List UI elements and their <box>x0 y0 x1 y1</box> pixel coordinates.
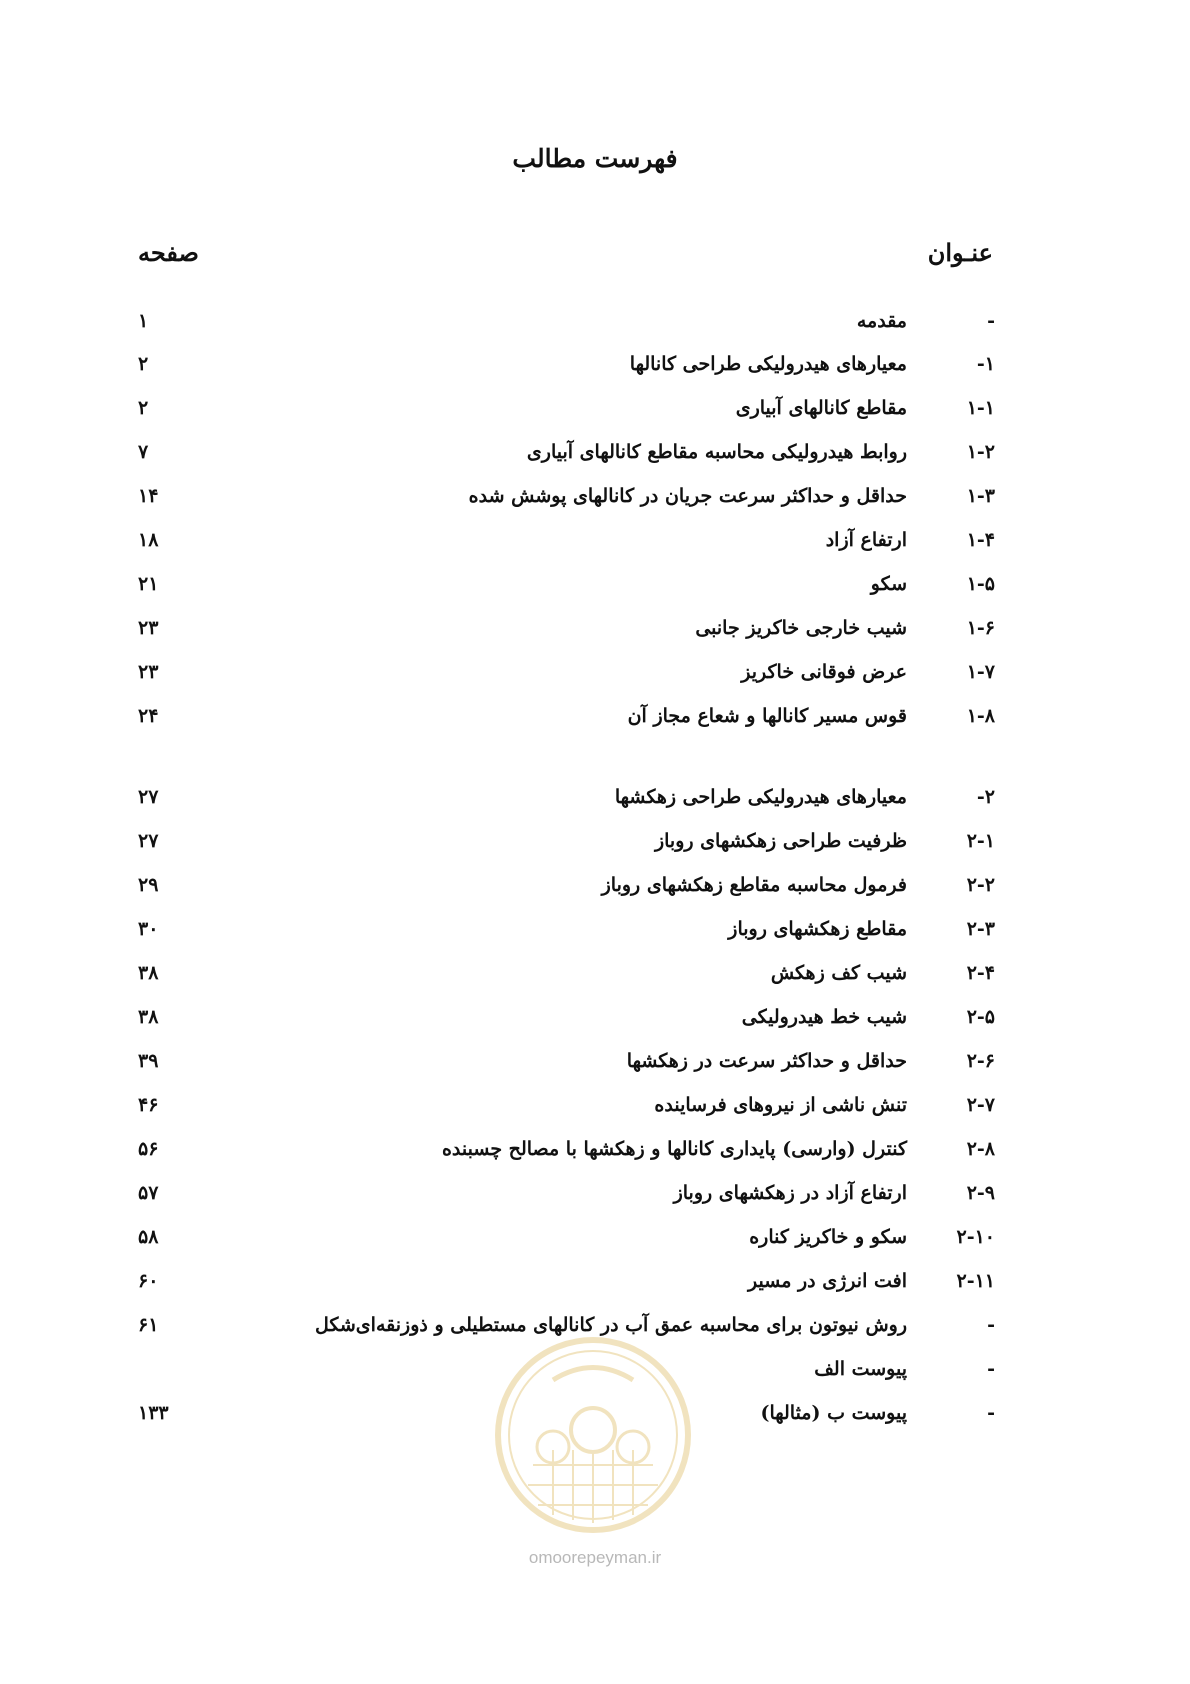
toc-row <box>0 1138 1190 1178</box>
toc-label: تنش ناشی از نیروهای فرساینده <box>654 1094 907 1116</box>
toc-number: ۲-۱۱ <box>956 1270 995 1292</box>
toc-row <box>0 1094 1190 1134</box>
toc-page-number: ۶۱ <box>138 1314 159 1336</box>
toc-number: ۲-۷ <box>966 1094 995 1116</box>
toc-row <box>0 1402 1190 1442</box>
toc-page-number: ۲۳ <box>138 617 159 639</box>
toc-row <box>0 1050 1190 1090</box>
toc-label: پیوست الف <box>814 1358 907 1380</box>
toc-row <box>0 1182 1190 1222</box>
toc-number: - <box>987 310 995 332</box>
toc-page-number: ۲۷ <box>138 830 159 852</box>
toc-page-number: ۱۴ <box>138 485 159 507</box>
toc-row <box>0 617 1190 657</box>
toc-number: ۲-۱۰ <box>956 1226 995 1248</box>
toc-row <box>0 1270 1190 1310</box>
toc-number: ۲-۳ <box>966 918 995 940</box>
toc-page-number: ۱۸ <box>138 529 159 551</box>
toc-number: ۲-۹ <box>966 1182 995 1204</box>
toc-page-number: ۱ <box>138 310 149 332</box>
toc-number: ۱-۶ <box>966 617 995 639</box>
toc-label: ارتفاع آزاد <box>825 529 907 551</box>
toc-row <box>0 1314 1190 1354</box>
toc-number: ۱-۴ <box>966 529 995 551</box>
toc-row <box>0 1006 1190 1046</box>
toc-label: ظرفیت طراحی زهکشهای روباز <box>654 830 907 852</box>
toc-page-number: ۳۸ <box>138 1006 159 1028</box>
toc-number: ۲- <box>976 786 995 808</box>
toc-page-number: ۲۳ <box>138 661 159 683</box>
toc-row <box>0 397 1190 437</box>
toc-label: سکو <box>870 573 907 595</box>
toc-number: ۲-۵ <box>966 1006 995 1028</box>
toc-number: ۲-۱ <box>966 830 995 852</box>
toc-page-number: ۳۹ <box>138 1050 159 1072</box>
toc-page-number: ۷ <box>138 441 149 463</box>
toc-row <box>0 485 1190 525</box>
toc-label: فرمول محاسبه مقاطع زهکشهای روباز <box>601 874 907 896</box>
toc-label: کنترل (وارسی) پایداری کانالها و زهکشها با مصالح چسبنده <box>441 1138 907 1160</box>
toc-label: قوس مسیر کانالها و شعاع مجاز آن <box>627 705 907 727</box>
page-title: فهرست مطالب <box>512 144 678 173</box>
toc-label: حداقل و حداکثر سرعت در زهکشها <box>626 1050 907 1072</box>
toc-label: سکو و خاکریز کناره <box>749 1226 907 1248</box>
toc-number: ۱-۸ <box>966 705 995 727</box>
toc-page-number: ۴۶ <box>138 1094 159 1116</box>
toc-row <box>0 918 1190 958</box>
toc-number: ۲-۸ <box>966 1138 995 1160</box>
toc-label: مقاطع زهکشهای روباز <box>728 918 907 940</box>
toc-label: پیوست ب (مثالها) <box>760 1402 907 1424</box>
toc-label: عرض فوقانی خاکریز <box>741 661 907 683</box>
toc-page-number: ۳۰ <box>138 918 159 940</box>
toc-row <box>0 529 1190 569</box>
toc-page-number: ۵۷ <box>138 1182 159 1204</box>
toc-row <box>0 786 1190 826</box>
toc-number: ۱-۱ <box>966 397 995 419</box>
toc-number: ۱-۷ <box>966 661 995 683</box>
toc-row <box>0 661 1190 701</box>
toc-label: ارتفاع آزاد در زهکشهای روباز <box>673 1182 907 1204</box>
toc-row <box>0 705 1190 745</box>
toc-label: معیارهای هیدرولیکی طراحی کانالها <box>629 353 907 375</box>
toc-label: شیب خط هیدرولیکی <box>741 1006 907 1028</box>
toc-page-number: ۲۹ <box>138 874 159 896</box>
toc-page-number: ۲۴ <box>138 705 159 727</box>
toc-row <box>0 353 1190 393</box>
toc-row <box>0 874 1190 914</box>
toc-number: - <box>987 1358 995 1380</box>
column-header-page: صفحه <box>138 238 199 267</box>
toc-label: شیب خارجی خاکریز جانبی <box>695 617 907 639</box>
toc-label: افت انرژی در مسیر <box>748 1270 907 1292</box>
toc-label: معیارهای هیدرولیکی طراحی زهکشها <box>614 786 907 808</box>
toc-row <box>0 441 1190 481</box>
toc-label: حداقل و حداکثر سرعت جریان در کانالهای پوشش شده <box>468 485 907 507</box>
toc-label: روابط هیدرولیکی محاسبه مقاطع کانالهای آبیاری <box>526 441 907 463</box>
toc-page-number: ۲ <box>138 353 149 375</box>
toc-row <box>0 573 1190 613</box>
toc-page-number: ۲۷ <box>138 786 159 808</box>
watermark-text: omoorepeyman.ir <box>528 1548 662 1567</box>
toc-page-number: ۶۰ <box>138 1270 159 1292</box>
toc-number: ۱-۲ <box>966 441 995 463</box>
toc-number: - <box>987 1402 995 1424</box>
toc-number: ۲-۴ <box>966 962 995 984</box>
toc-page-number: ۵۸ <box>138 1226 159 1248</box>
toc-page-number: ۳۸ <box>138 962 159 984</box>
toc-label: مقدمه <box>856 310 907 332</box>
toc-label: شیب کف زهکش <box>770 962 907 984</box>
toc-number: - <box>987 1314 995 1336</box>
column-header-title: عنـوان <box>927 238 993 267</box>
toc-number: ۱- <box>976 353 995 375</box>
toc-page-number: ۲۱ <box>138 573 159 595</box>
toc-row <box>0 830 1190 870</box>
toc-page-number: ۵۶ <box>138 1138 159 1160</box>
toc-page-number: ۲ <box>138 397 149 419</box>
toc-number: ۱-۵ <box>966 573 995 595</box>
toc-number: ۱-۳ <box>966 485 995 507</box>
toc-row <box>0 962 1190 1002</box>
toc-row <box>0 1226 1190 1266</box>
toc-row <box>0 310 1190 350</box>
toc-number: ۲-۲ <box>966 874 995 896</box>
toc-row <box>0 1358 1190 1398</box>
toc-page-number: ۱۳۳ <box>138 1402 169 1424</box>
toc-label: روش نیوتون برای محاسبه عمق آب در کانالهای مستطیلی و ذوزنقه‌ای‌شکل <box>315 1314 907 1336</box>
toc-label: مقاطع کانالهای آبیاری <box>735 397 907 419</box>
toc-number: ۲-۶ <box>966 1050 995 1072</box>
